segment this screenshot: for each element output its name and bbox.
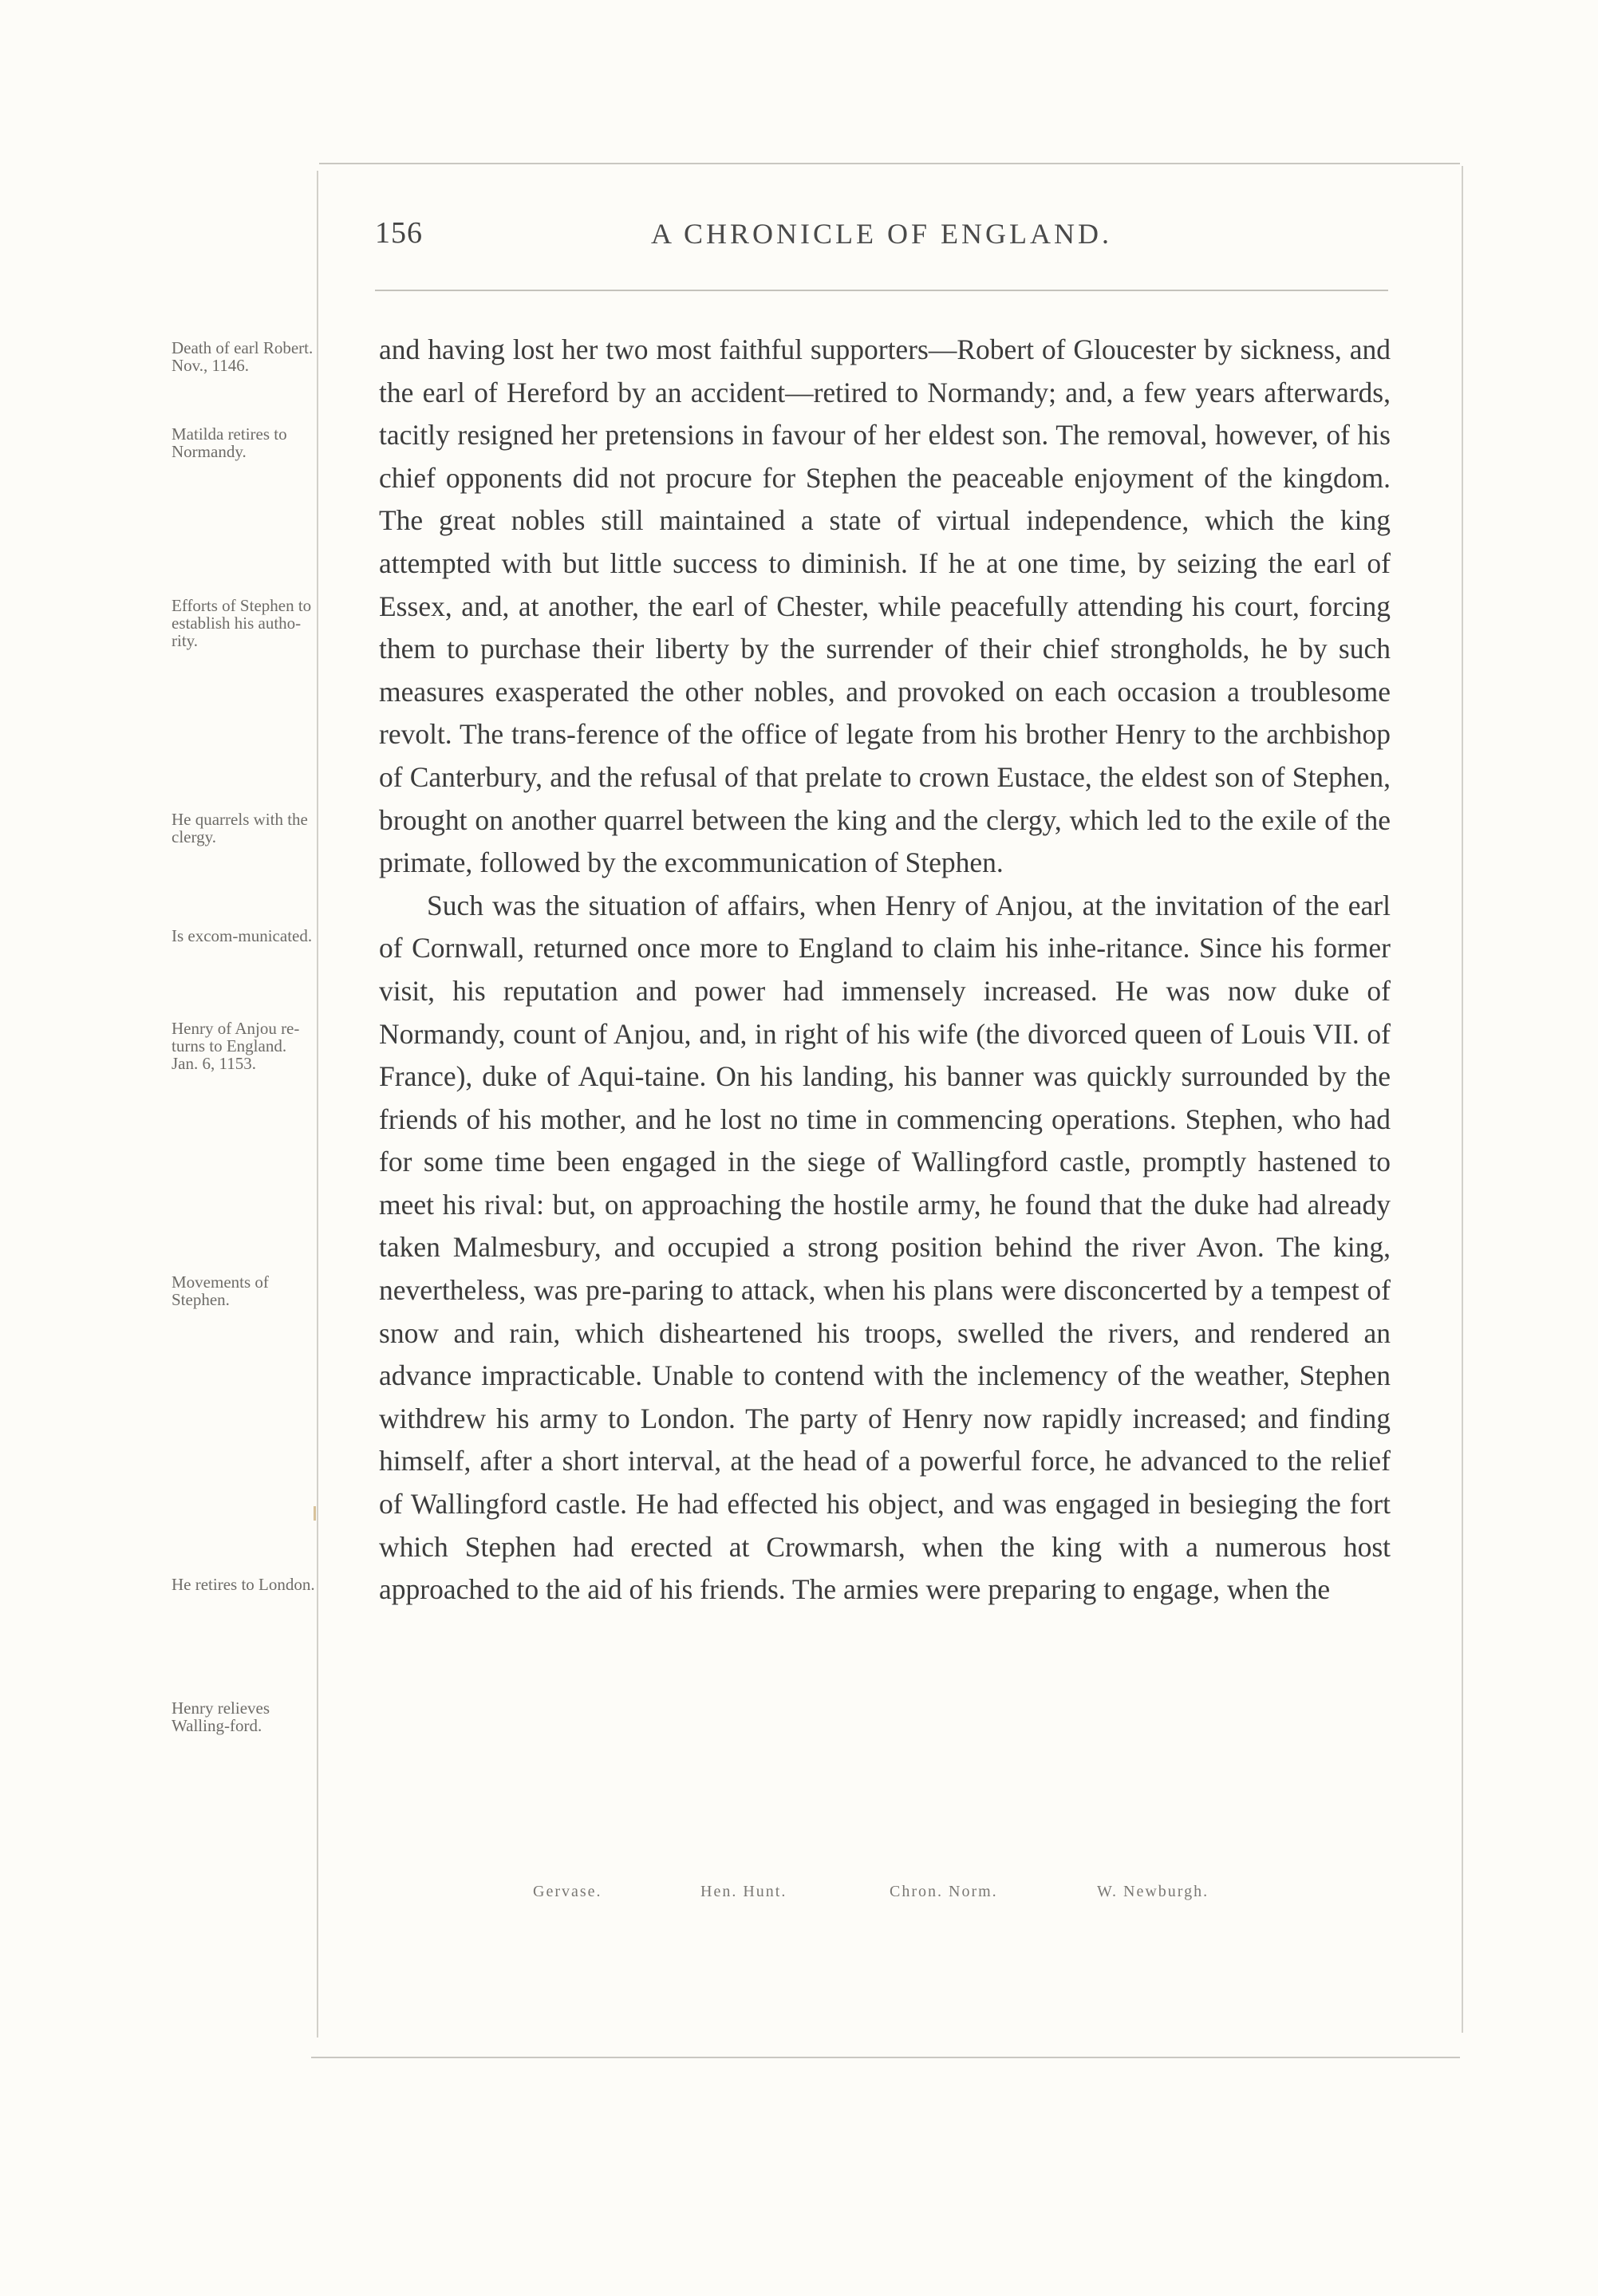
paper-speck [314,1506,316,1521]
page-number: 156 [375,216,423,250]
footnote-citation: Hen. Hunt. [700,1883,787,1900]
page-header [375,215,1388,263]
page-frame-left-rule [317,171,318,2038]
margin-note: Is excom-municated. [172,926,313,945]
margin-note: Henry of Anjou re-turns to England. Jan. 6, 1153. [172,1019,300,1073]
page-frame-bottom-rule [311,2057,1460,2058]
footnote-citation: Gervase. [533,1883,602,1900]
margin-note: Efforts of Stephen to establish his autho-rity. [172,596,312,650]
margin-note: Movements of Stephen. [172,1272,269,1309]
body-text [379,329,1391,1612]
margin-note: He retires to London. [172,1575,315,1594]
margin-note: Death of earl Robert. Nov., 1146. [172,338,314,375]
footnote-citation: W. Newburgh. [1097,1883,1209,1900]
margin-note: Henry relieves Walling-ford. [172,1698,270,1735]
footnote-citation: Chron. Norm. [890,1883,998,1900]
page-frame-top-rule [319,163,1460,164]
paragraph: and having lost her two most faithful supporters—Robert of Gloucester by sickness, and the earl of Hereford by an accident—retired to Normandy; and, a few years afterwards, tacitly resigned her pretensions in favour of her eldest son. The removal, however, of his chief opponents did not procure for Stephen the peaceable enjoyment of the kingdom. The great nobles still maintained a state of virtual independence, which the king attempted with but little success to diminish. If he at one time, by seizing the earl of Essex, and, at another, the earl of Chester, while peacefully attending his court, forcing them to purchase their liberty by the surrender of their chief strongholds, he by such measures exasperated the other nobles, and provoked on each occasion a troublesome revolt. The trans-ference of the office of legate from his brother Henry to the archbishop of Canterbury, and the refusal of that prelate to crown Eustace, the eldest son of Stephen, brought on another quarrel between the king and the clergy, which led to the exile of the primate, followed by the excommunication of Stephen. [379,333,1391,879]
paragraph: Such was the situation of affairs, when Henry of Anjou, at the invitation of the earl of Cornwall, returned once more to England to claim his inhe-ritance. Since his former visit, his reputation and power had immensely increased. He was now duke of Normandy, count of Anjou, and, in right of his wife (the divorced queen of Louis VII. of France), duke of Aqui-taine. On his landing, his banner was quickly surrounded by the friends of his mother, and he lost no time in commencing operations. Stephen, who had for some time been engaged in the siege of Wallingford castle, promptly hastened to meet his rival: but, on approaching the hostile army, he found that the duke had already taken Malmesbury, and occupied a strong position behind the river Avon. The king, nevertheless, was pre-paring to attack, when his plans were disconcerted by a tempest of snow and rain, which disheartened his troops, swelled the rivers, and rendered an advance impracticable. Unable to contend with the inclemency of the weather, Stephen withdrew his army to London. The party of Henry now rapidly increased; and finding himself, after a short interval, at the head of a powerful force, he advanced to the relief of Wallingford castle. He had effected his object, and was engaged in besieging the fort which Stephen had erected at Crowmarsh, when the king with a numerous host approached to the aid of his friends. The armies were preparing to engage, when the [379,889,1391,1606]
header-rule [375,290,1388,291]
margin-note: He quarrels with the clergy. [172,810,308,846]
footnote-citations [495,1883,1292,1915]
margin-note: Matilda retires to Normandy. [172,424,287,461]
page-frame-right-rule [1462,166,1463,2033]
running-title: A CHRONICLE OF ENGLAND. [651,218,1112,250]
